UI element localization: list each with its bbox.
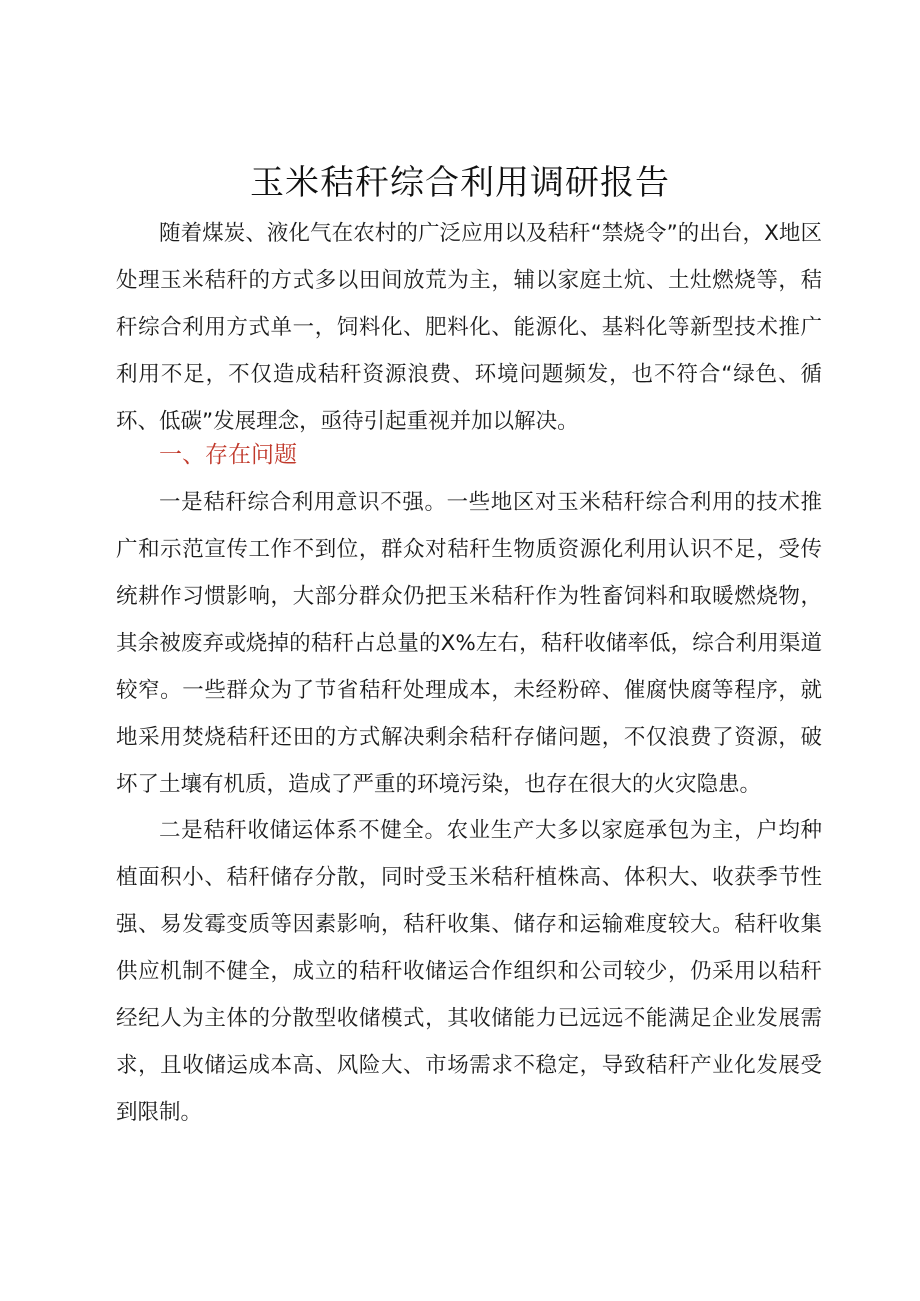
intro-paragraph: 随着煤炭、液化气在农村的广泛应用以及秸秆“禁烧令”的出台，X地区处理玉米秸秆的方式多以田间放荒为主，辅以家庭土炕、土灶燃烧等，秸秆综合利用方式单一，饲料化、肥料化、能源化、基料化等新型技术推广利用不足，不仅造成秸秆资源浪费、环境问题频发，也不符合“绿色、循环、低碳”发展理念，亟待引起重视并加以解决。	[116, 221, 822, 434]
problem-two-paragraph: 二是秸秆收储运体系不健全。农业生产大多以家庭承包为主，户均种植面积小、秸秆储存分散，同时受玉米秸秆植株高、体积大、收获季节性强、易发霉变质等因素影响，秸秆收集、储存和运输难度较大。秸秆收集供应机制不健全，成立的秸秆收储运合作组织和公司较少，仍采用以秸秆经纪人为主体的分散型收储模式，其收储能力已远远不能满足企业发展需求，且收储运成本高、风险大、市场需求不稳定，导致秸秆产业化发展受到限制。	[116, 818, 822, 1125]
section-heading: 一、存在问题	[159, 442, 297, 468]
document-title: 玉米秸秆综合利用调研报告	[250, 163, 670, 203]
problem-one-paragraph: 一是秸秆综合利用意识不强。一些地区对玉米秸秆综合利用的技术推广和示范宣传工作不到位，群众对秸秆生物质资源化利用认识不足，受传统耕作习惯影响，大部分群众仍把玉米秸秆作为牲畜饲料和取暖燃烧物，其余被废弃或烧掉的秸秆占总量的X%左右，秸秆收储率低，综合利用渠道较窄。一些群众为了节省秸秆处理成本，未经粉碎、催腐快腐等程序，就地采用焚烧秸秆还田的方式解决剩余秸秆存储问题，不仅浪费了资源，破坏了土壤有机质，造成了严重的环境污染，也存在很大的火灾隐患。	[116, 490, 822, 797]
